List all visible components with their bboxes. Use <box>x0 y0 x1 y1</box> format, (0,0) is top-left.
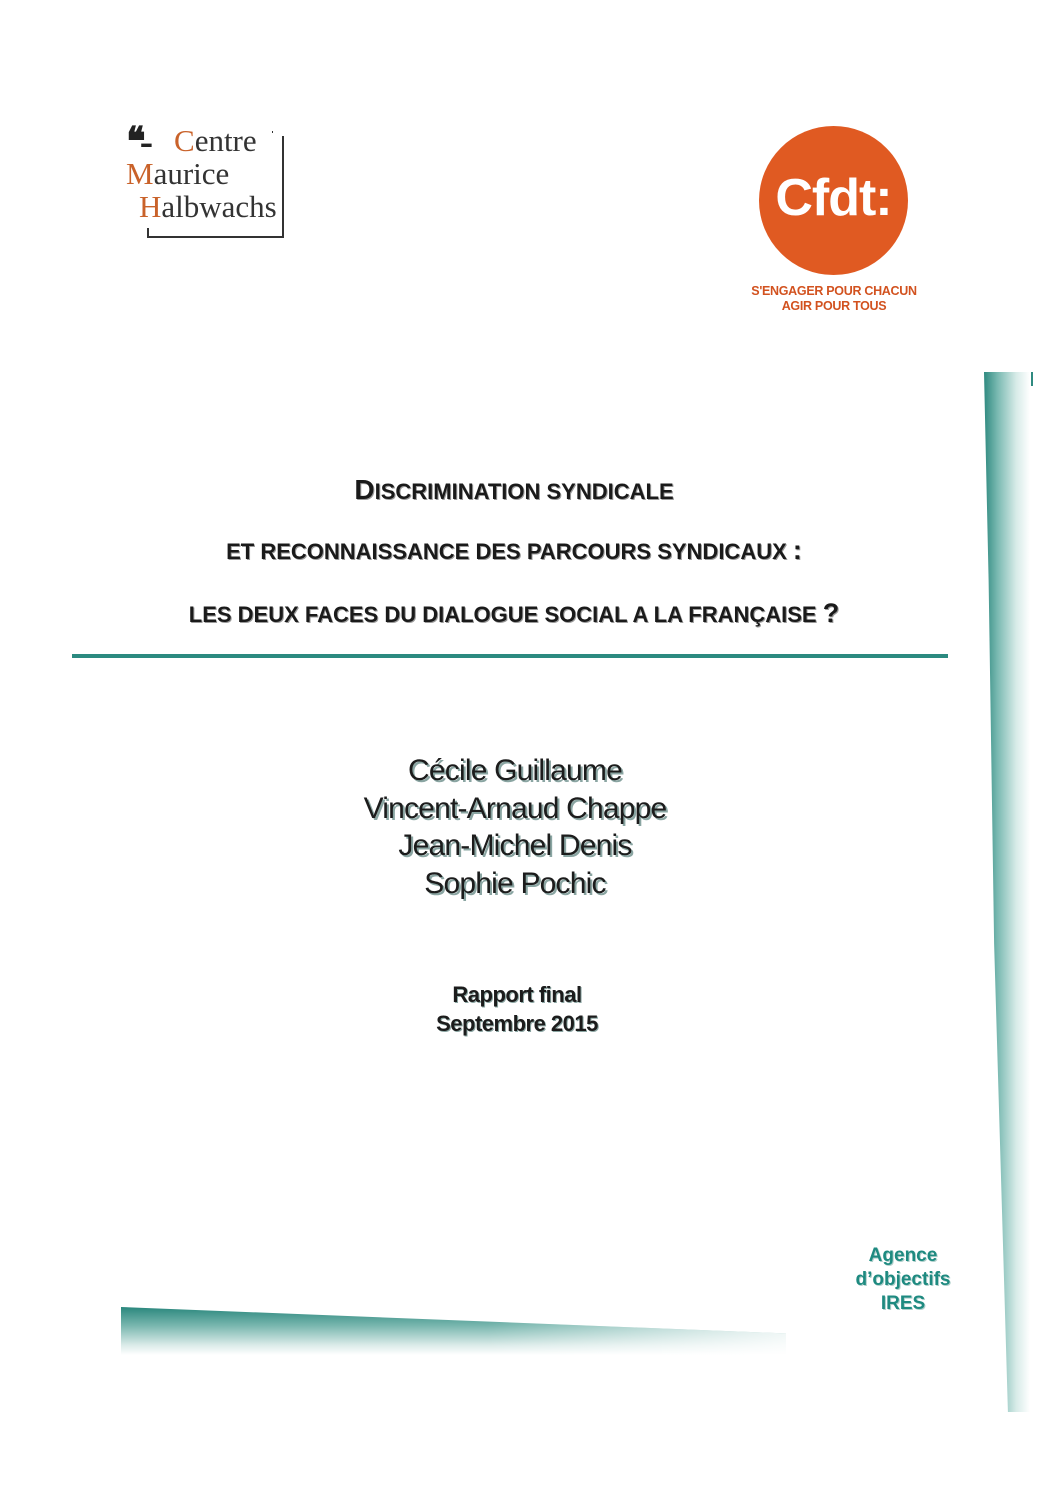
author-name: Vincent-Arnaud Chappe <box>363 791 667 825</box>
agency-line-1: Agence <box>868 1245 938 1266</box>
authors-list <box>310 752 720 902</box>
title-initial: D <box>354 474 375 505</box>
cmh-line-centre <box>174 125 257 157</box>
right-decorative-band <box>984 372 1030 1412</box>
author-name: Jean-Michel Denis <box>398 829 632 862</box>
right-band-mark <box>1031 372 1033 386</box>
cmh-rest-maurice: aurice <box>153 156 230 191</box>
cfdt-slogan <box>750 284 918 314</box>
bottom-band-fade <box>121 1307 786 1355</box>
cfdt-slogan-line-1: S'ENGAGER POUR CHACUN <box>751 284 917 298</box>
cmh-quote-mark: ❛❛- <box>126 119 148 164</box>
cfdt-slogan-line-2: AGIR POUR TOUS <box>781 299 887 313</box>
title-line-2-text: ET RECONNAISSANCE DES PARCOURS SYNDICAUX <box>226 539 787 564</box>
cmh-bracket-gap <box>273 126 287 136</box>
cmh-initial-h: H <box>139 189 162 224</box>
cmh-line-maurice <box>126 158 229 190</box>
title-line-1-text: ISCRIMINATION SYNDICALE <box>374 479 674 504</box>
title-line-1 <box>40 474 988 506</box>
title-line-3 <box>40 598 988 629</box>
report-date: Septembre 2015 <box>436 1011 598 1036</box>
cmh-rest-halbwachs: albwachs <box>161 189 277 224</box>
author-name: Sophie Pochic <box>424 866 606 900</box>
agency-line-3: IRES <box>880 1293 926 1314</box>
title-line-3-punct: ? <box>822 598 840 628</box>
title-line-3-text: LES DEUX FACES DU DIALOGUE SOCIAL A LA FRANÇAISE <box>188 602 817 627</box>
agency-label <box>836 1244 970 1316</box>
cmh-initial-m: M <box>126 156 154 191</box>
cfdt-wordmark: Cfdt: <box>775 169 892 227</box>
author-name: Cécile Guillaume <box>408 754 622 787</box>
title-line-2 <box>40 535 988 566</box>
report-meta <box>400 980 634 1038</box>
cmh-initial-c: C <box>174 123 195 158</box>
cmh-rest-centre: entre <box>194 123 257 158</box>
report-type: Rapport final <box>452 982 582 1007</box>
agency-line-2: d’objectifs <box>855 1269 951 1290</box>
title-underline-rule <box>72 654 948 658</box>
title-line-2-punct: : <box>792 535 802 565</box>
cmh-line-halbwachs <box>139 191 277 223</box>
